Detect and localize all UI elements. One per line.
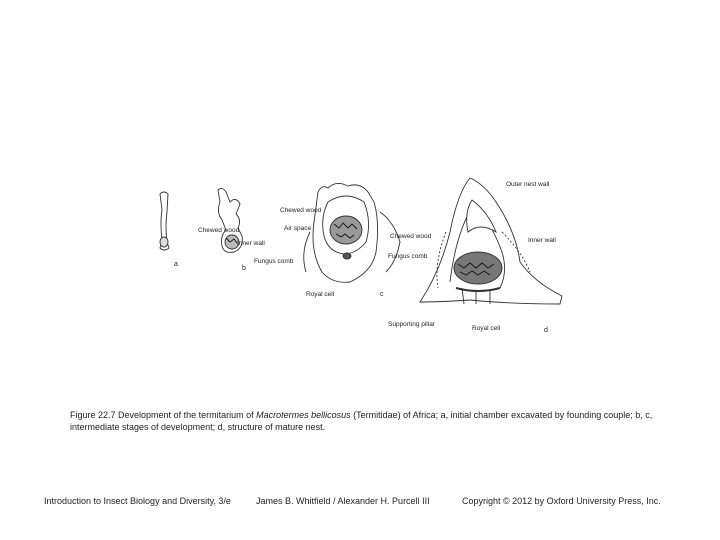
panel-d-chewed-wood-label: Chewed wood (390, 233, 432, 240)
panel-b-label: b (242, 265, 246, 272)
panel-c-chewed-wood-label: Chewed wood (280, 207, 322, 214)
caption-prefix: Figure 22.7 Development of the termitarium of (70, 410, 257, 420)
panel-d-fungus-comb-label: Fungus comb (388, 253, 428, 260)
panel-d-inner-wall-label: Inner wall (528, 237, 556, 244)
footer-authors: James B. Whitfield / Alexander H. Purcell III (256, 496, 430, 506)
panel-c-drawing (304, 183, 400, 282)
panel-b-inner-wall-label: Inner wall (237, 240, 265, 247)
figure-caption (70, 409, 670, 433)
panel-b-fungus-comb-label: Fungus comb (254, 258, 294, 265)
panel-c-air-space-label: Air space (284, 225, 312, 232)
footer-book-title: Introduction to Insect Biology and Diversity, 3/e (44, 496, 231, 506)
panel-a-drawing (160, 192, 169, 250)
footer-copyright: Copyright © 2012 by Oxford University Press, Inc. (462, 496, 661, 506)
panel-d-supporting-pillar-label: Supporting pillar (388, 321, 435, 328)
termitarium-figure (150, 172, 570, 342)
panel-b-chewed-wood-label: Chewed wood (198, 227, 240, 234)
panel-c-royal-cell-label: Royal cell (306, 291, 335, 298)
panel-d-royal-cell-label: Royal cell (472, 325, 501, 332)
termitarium-illustration (150, 172, 570, 342)
panel-c-label: c (380, 291, 384, 298)
caption-species: Macrotermes bellicosus (256, 410, 351, 420)
panel-a-label: a (174, 261, 178, 268)
panel-d-label: d (544, 327, 548, 334)
caption-suffix: (Termitidae) of Africa; a, initial chamber excavated by founding couple; b, c, intermediate stages of development; d, structure of mature nest. (70, 410, 653, 432)
panel-d-outer-nest-wall-label: Outer nest wall (506, 181, 550, 188)
